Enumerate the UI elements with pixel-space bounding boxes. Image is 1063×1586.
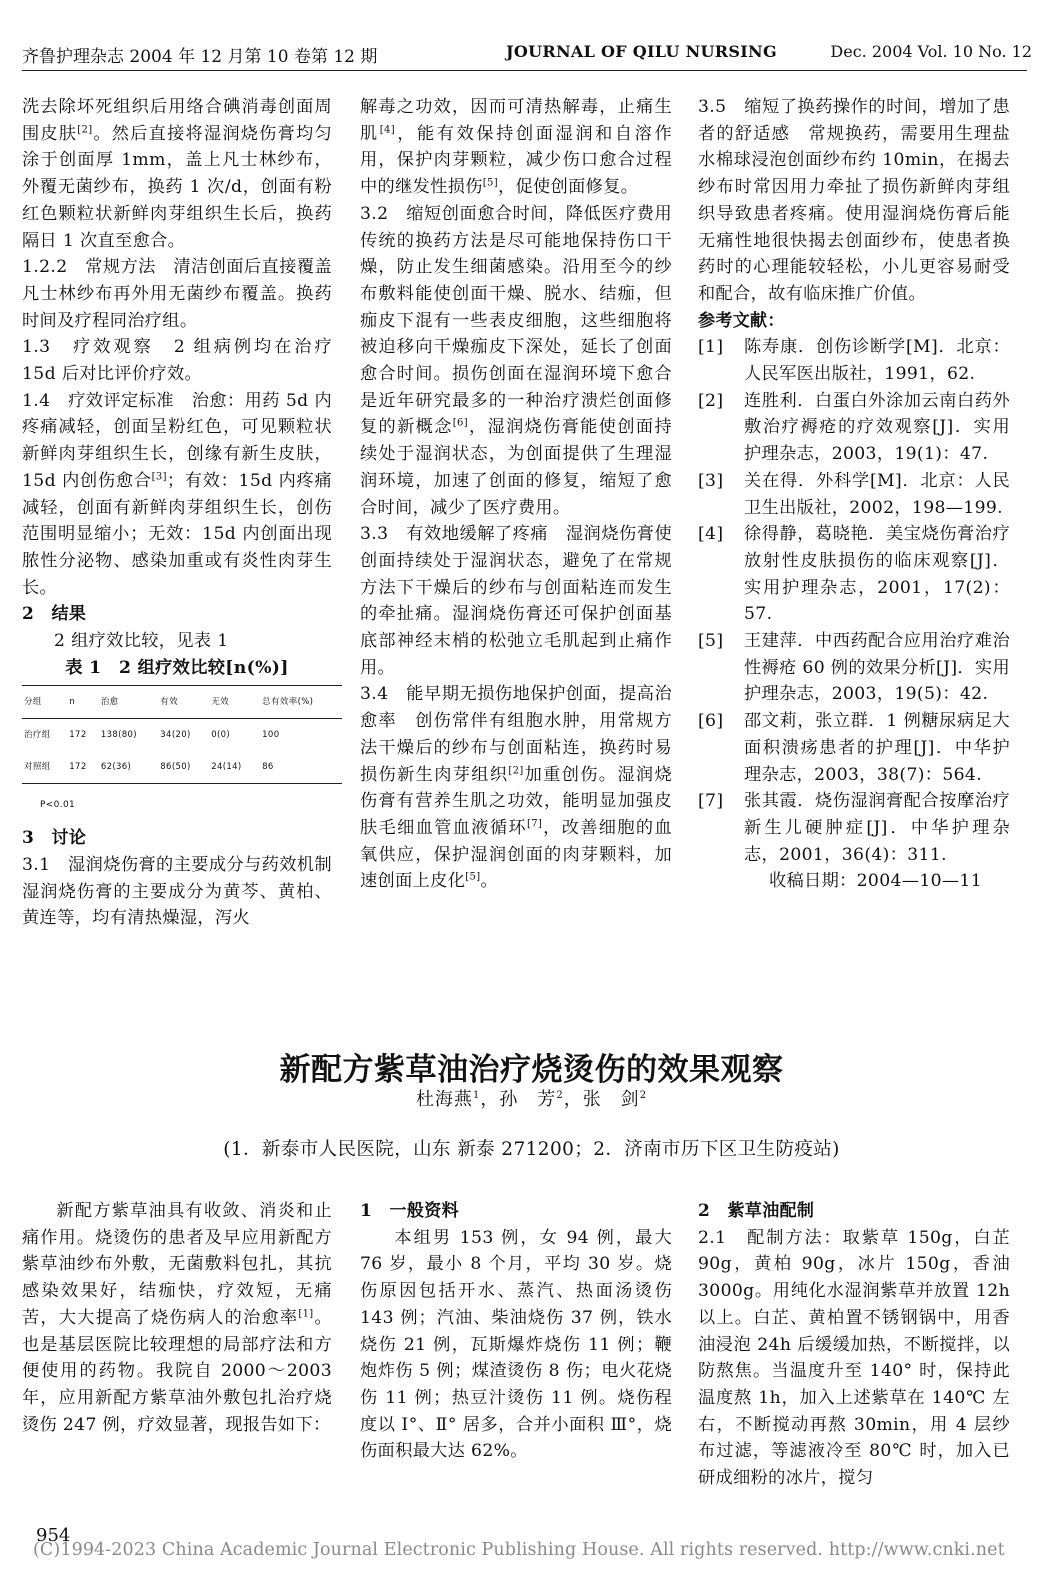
section-heading: 1 一般资料 — [360, 1201, 459, 1221]
table-header-row — [22, 686, 342, 719]
table-cell: 24(14) — [211, 762, 242, 773]
paragraph: 3.3 有效地缓解了疼痛 湿润烧伤膏使创面持续处于湿润状态，避免了在常规方法下干燥后的纱布与创面粘连而发生的牵扯痛。湿润烧伤膏还可保护创面基底部神经末梢的松弛立毛肌起到止痛作用。 — [360, 524, 672, 678]
paragraph: 3.1 湿润烧伤膏的主要成分与药效机制 湿润烧伤膏的主要成分为黄芩、黄柏、黄连等，均有清热燥湿，泻火 — [22, 854, 350, 929]
reference-item: [1] 陈寿康．创伤诊断学[M]．北京：人民军医出版社，1991，62. — [698, 337, 1010, 385]
table-row — [22, 719, 342, 752]
reference-item: [5] 王建萍．中西药配合应用治疗难治性褥疮 60 例的效果分析[J]．实用护理杂志，2003，19(5)：42. — [698, 631, 1010, 705]
paragraph: 洗去除坏死组织后用络合碘消毒创面周围皮肤[2]。然后直接将湿润烧伤膏均匀涂于创面厚 1mm，盖上凡士林纱布，外覆无菌纱布，换药 1 次/d，创面有粉红色颗粒状新鲜肉芽组织生长后，换药隔日 1 次直至愈合。 — [22, 97, 332, 251]
article2-column-2 — [360, 1198, 672, 1465]
copyright-footer: (C)1994-2023 China Academic Journal Electronic Publishing House. All rights reserved. http://www.cnki.net — [33, 1540, 1005, 1560]
paragraph: 1.3 疗效观察 2 组病例均在治疗 15d 后对比评价疗效。 — [22, 337, 332, 385]
section-heading: 3 讨论 — [22, 828, 87, 849]
table-cell: 172 — [69, 730, 87, 741]
reference-item: [2] 连胜利．白蛋白外涂加云南白药外敷治疗褥疮的疗效观察[J]．实用护理杂志，2003，19(1)：47. — [698, 390, 1010, 465]
author-affil-mark: 2 — [639, 1090, 648, 1101]
paragraph: 1.4 疗效评定标准 治愈：用药 5d 内疼痛减轻，创面呈粉红色，可见颗粒状新鲜肉芽组织生长，创缘有新生皮肤，15d 内创伤愈合[3]；有效：15d 内疼痛减轻，创面有新鲜肉芽组织生长，创伤范围明显缩小；无效：15d 内创面出现脓性分泌物、感染加重或有炎性肉芽生长。 — [22, 390, 332, 598]
column-1 — [22, 94, 350, 932]
reference-item: [6] 邵文莉，张立群．1 例糖尿病足大面积溃疡患者的护理[J]．中华护理杂志，2003，38(7)：564. — [698, 711, 1010, 785]
table-header: 总有效率(%) — [262, 697, 314, 708]
column-2 — [360, 94, 690, 895]
article-title: 新配方紫草油治疗烧烫伤的效果观察 — [279, 1052, 784, 1088]
article2-column-1 — [22, 1198, 332, 1438]
table-cell: 对照组 — [24, 762, 51, 773]
table-cell: 0(0) — [211, 730, 231, 741]
reference-item: [4] 徐得静，葛晓艳．美宝烧伤膏治疗放射性皮肤损伤的临床观察[J]．实用护理杂志，2001，17(2)：57. — [698, 524, 1010, 625]
paragraph: 新配方紫草油具有收敛、消炎和止痛作用。烧烫伤的患者及早应用新配方紫草油纱布外敷，无菌敷料包扎，其抗感染效果好，结痂快，疗效短，无痛苦，大大提高了烧伤病人的治愈率[1]。也是基层医院比较理想的局部疗法和方便使用的药物。我院自 2000～2003 年，应用新配方紫草油外敷包扎治疗烧烫伤 247 例，疗效显著，现报告如下： — [22, 1201, 332, 1435]
table-cell: 86(50) — [160, 762, 191, 773]
journal-issue-en: Dec. 2004 Vol. 10 No. 12 — [830, 42, 1032, 61]
table-cell: 138(80) — [100, 730, 137, 741]
paragraph: 3.5 缩短了换药操作的时间，增加了患者的舒适感 常规换药，需要用生理盐水棉球浸泡创面纱布约 10min，在揭去纱布时常因用力牵扯了损伤新鲜肉芽组织导致患者疼痛。使用湿润烧伤膏后能无痛性地很快揭去创面纱布，使患者换药时的心理能较轻松，小儿更容易耐受和配合，故有临床推广价值。 — [698, 97, 1010, 304]
author-name: 张 剑 — [582, 1089, 640, 1110]
page-number: 954 — [36, 1525, 71, 1546]
table-header: n — [69, 697, 76, 708]
table-title: 表 1 2 组疗效比较[n(%)] — [65, 657, 289, 678]
table-cell: 100 — [262, 730, 280, 741]
table-note: P<0.01 — [40, 800, 76, 811]
table-header: 治愈 — [100, 697, 119, 708]
author-name: 杜海燕 — [415, 1089, 473, 1110]
author-list: 杜海燕$^1$，孙 芳$^2$，张 剑$^2$ — [415, 1089, 648, 1110]
running-header — [22, 40, 1032, 68]
journal-issue-cn: 齐鲁护理杂志 2004 年 12 月第 10 卷第 12 期 — [22, 47, 378, 67]
table-cell: 62(36) — [100, 762, 132, 773]
table-row — [22, 751, 342, 784]
column-3 — [698, 94, 1010, 895]
paragraph: 解毒之功效，因而可清热解毒，止痛生肌[4]，能有效保持创面湿润和自溶作用，保护肉芽颗粒，减少伤口愈合过程中的继发性损伤[5]，促使创面修复。 — [360, 97, 672, 198]
affiliation: (1．新泰市人民医院，山东 新泰 271200；2．济南市历下区卫生防疫站) — [223, 1139, 840, 1160]
table-cell: 34(20) — [160, 730, 191, 741]
table-header: 有效 — [160, 697, 178, 708]
table-header: 无效 — [211, 697, 229, 708]
paragraph: 1.2.2 常规方法 清洁创面后直接覆盖凡士林纱布再外用无菌纱布覆盖。换药时间及疗程同治疗组。 — [22, 257, 332, 331]
paragraph: 3.4 能早期无损伤地保护创面，提高治愈率 创伤常伴有组胞水肿，用常规方法干燥后的纱布与创面粘连，换药时易损伤新生肉芽组织[2]加重创伤。湿润烧伤膏有营养生肌之功效，能明显加强皮肤毛细血管血液循环[7]，改善细胞的血氧供应，保护湿润创面的肉芽颗料，加速创面上皮化[5]。 — [360, 684, 672, 892]
table-cell: 治疗组 — [24, 730, 51, 741]
author-affil-mark: 1 — [472, 1090, 481, 1101]
journal-name-en: JOURNAL OF QILU NURSING — [506, 42, 777, 61]
section-heading: 2 结果 — [22, 604, 87, 625]
paragraph: 2 组疗效比较，见表 1 — [54, 631, 229, 652]
paragraph: 2.1 配制方法：取紫草 150g，白芷 90g，黄柏 90g，冰片 150g，香油 3000g。用纯化水湿润紫草并放置 12h 以上。白芷、黄柏置不锈钢锅中，用香油浸泡 24h 后缓缓加热，不断搅拌，以防熬焦。当温度升至 140° 时，保持此温度熬 1h，加入上述紫草在 140℃ 左右，不断搅动再熬 30min，用 4 层纱布过滤，等滤液冷至 80℃ 时，加入已研成细粉的冰片，搅匀 — [698, 1227, 1010, 1489]
received-date: 收稿日期：2004—10—11 — [768, 871, 982, 892]
references-list — [698, 334, 1010, 868]
results-table — [22, 685, 342, 784]
section-heading: 2 紫草油配制 — [698, 1201, 815, 1221]
paragraph: 本组男 153 例，女 94 例，最大 76 岁，最小 8 个月，平均 30 岁。烧伤原因包括开水、蒸汽、热面汤烫伤 143 例；汽油、柴油烧伤 37 例，铁水烧伤 21 例，瓦斯爆炸烧伤 11 例；鞭炮炸伤 5 例；煤渣烫伤 8 伤；电火花烧伤 11 例；热豆汁烫伤 11 例。烧伤程度以 Ⅰ°、Ⅱ° 居多，合并小面积 Ⅲ°，烧伤面积最大达 62%。 — [360, 1227, 672, 1462]
article2-column-3 — [698, 1198, 1010, 1492]
header-rule — [22, 70, 1027, 71]
table-header: 分组 — [24, 697, 42, 708]
author-name: 孙 芳 — [499, 1089, 557, 1110]
reference-item: [7] 张其霞．烧伤湿润膏配合按摩治疗新生儿硬肿症[J]．中华护理杂志，2001，36(4)：311. — [698, 791, 1010, 865]
author-affil-mark: 2 — [556, 1090, 564, 1101]
reference-item: [3] 关在得．外科学[M]．北京：人民卫生出版社，2002，198—199. — [698, 470, 1010, 518]
references-heading: 参考文献： — [698, 310, 785, 331]
table-cell: 172 — [69, 762, 87, 773]
paragraph: 3.2 缩短创面愈合时间，降低医疗费用 传统的换药方法是尽可能地保持伤口干燥，防止发生细菌感染。沿用至今的纱布敷料能使创面干燥、脱水、结痂，但痂皮下混有一些表皮细胞，这些细胞将被迫移向干燥痂皮下深处，延长了创面愈合时间。损伤创面在湿润环境下愈合是近年研究最多的一种治疗溃烂创面修复的新概念[6]，湿润烧伤膏能使创面持续处于湿润状态，为创面提供了生理湿润环境，加速了创面的修复，缩短了愈合时间，减少了医疗费用。 — [360, 203, 690, 518]
table-cell: 86 — [262, 762, 274, 773]
